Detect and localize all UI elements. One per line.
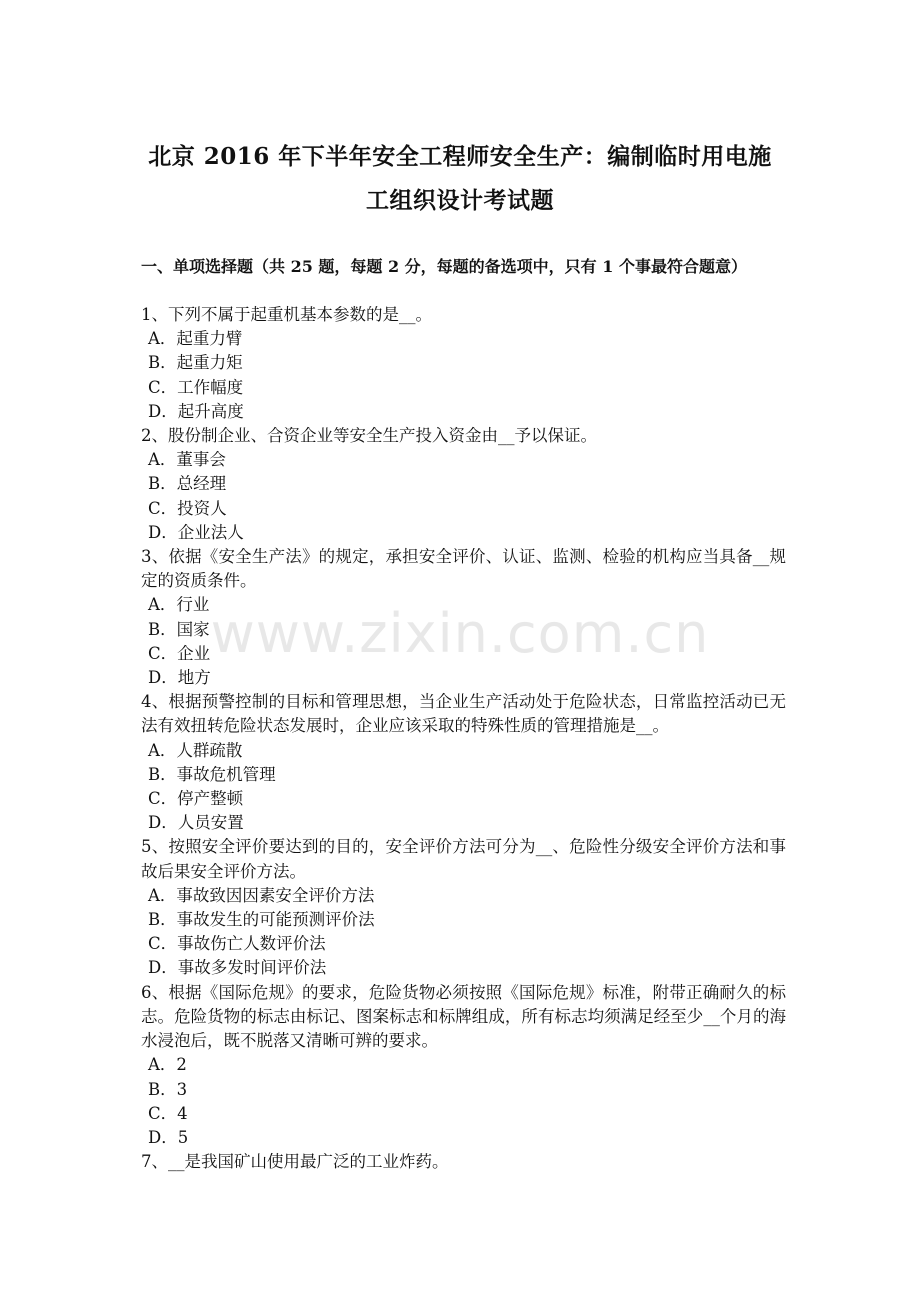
- question-text: 2、股份制企业、合资企业等安全生产投入资金由__予以保证。: [141, 426, 597, 446]
- answer-option: C．4: [148, 1103, 188, 1123]
- watermark: www.zixin.com.cn: [210, 602, 710, 665]
- answer-option: D．企业法人: [148, 522, 244, 542]
- answer-option: D．起升高度: [148, 401, 244, 421]
- question-text: 5、按照安全评价要达到的目的，安全评价方法可分为__、危险性分级安全评价方法和事故后果安全评价方法。: [141, 837, 786, 881]
- question-text: 1、下列不属于起重机基本参数的是__。: [141, 305, 432, 324]
- answer-option: A．董事会: [148, 450, 226, 470]
- question-item: [141, 424, 786, 545]
- answer-option: C．事故伤亡人数评价法: [148, 934, 326, 954]
- question-item: [141, 690, 786, 835]
- answer-option: C．停产整顿: [148, 789, 244, 809]
- question-item: [141, 1150, 786, 1174]
- answer-option: A．人群疏散: [148, 740, 243, 760]
- document-title-line-1: 北京 2016 年下半年安全工程师安全生产：编制临时用电施: [148, 143, 772, 170]
- question-item: [141, 835, 786, 980]
- question-item: [141, 981, 786, 1150]
- answer-option: A．2: [148, 1055, 187, 1075]
- answer-option: C．工作幅度: [148, 377, 244, 397]
- answer-option: C．投资人: [148, 498, 227, 518]
- answer-option: B．事故发生的可能预测评价法: [148, 910, 375, 930]
- question-list: [141, 303, 786, 1174]
- answer-option: A．起重力臂: [148, 329, 243, 349]
- answer-option: B．事故危机管理: [148, 764, 276, 784]
- question-text: 6、根据《国际危规》的要求，危险货物必须按照《国际危规》标准，附带正确耐久的标志。危险货物的标志由标记、图案标志和标牌组成，所有标志均须满足经至少__个月的海水浸泡后，既不脱落又清晰可辨的要求。: [141, 982, 786, 1051]
- answer-option: B．起重力矩: [148, 353, 243, 373]
- answer-option: C．企业: [148, 643, 211, 663]
- answer-option: D．5: [148, 1127, 189, 1147]
- answer-option: A．事故致因因素安全评价方法: [148, 885, 375, 905]
- question-item: [141, 545, 786, 690]
- answer-option: D．人员安置: [148, 813, 244, 833]
- answer-option: A．行业: [148, 595, 210, 615]
- answer-option: B．总经理: [148, 474, 227, 494]
- document-title-line-2: 工组织设计考试题: [366, 187, 554, 214]
- answer-option: B．3: [148, 1079, 188, 1099]
- question-text: 4、根据预警控制的目标和管理思想，当企业生产活动处于危险状态，日常监控活动已无法有效扭转危险状态发展时，企业应该采取的特殊性质的管理措施是__。: [141, 692, 786, 736]
- question-text: 7、__是我国矿山使用最广泛的工业炸药。: [141, 1152, 449, 1172]
- question-text: 3、依据《安全生产法》的规定，承担安全评价、认证、监测、检验的机构应当具备__规定的资质条件。: [141, 547, 786, 591]
- answer-option: D．事故多发时间评价法: [148, 958, 327, 978]
- section-header: 一、单项选择题（共 25 题，每题 2 分，每题的备选项中，只有 1 个事最符合题意）: [141, 257, 747, 276]
- question-item: [141, 303, 786, 424]
- answer-option: D．地方: [148, 668, 211, 688]
- answer-option: B．国家: [148, 619, 210, 639]
